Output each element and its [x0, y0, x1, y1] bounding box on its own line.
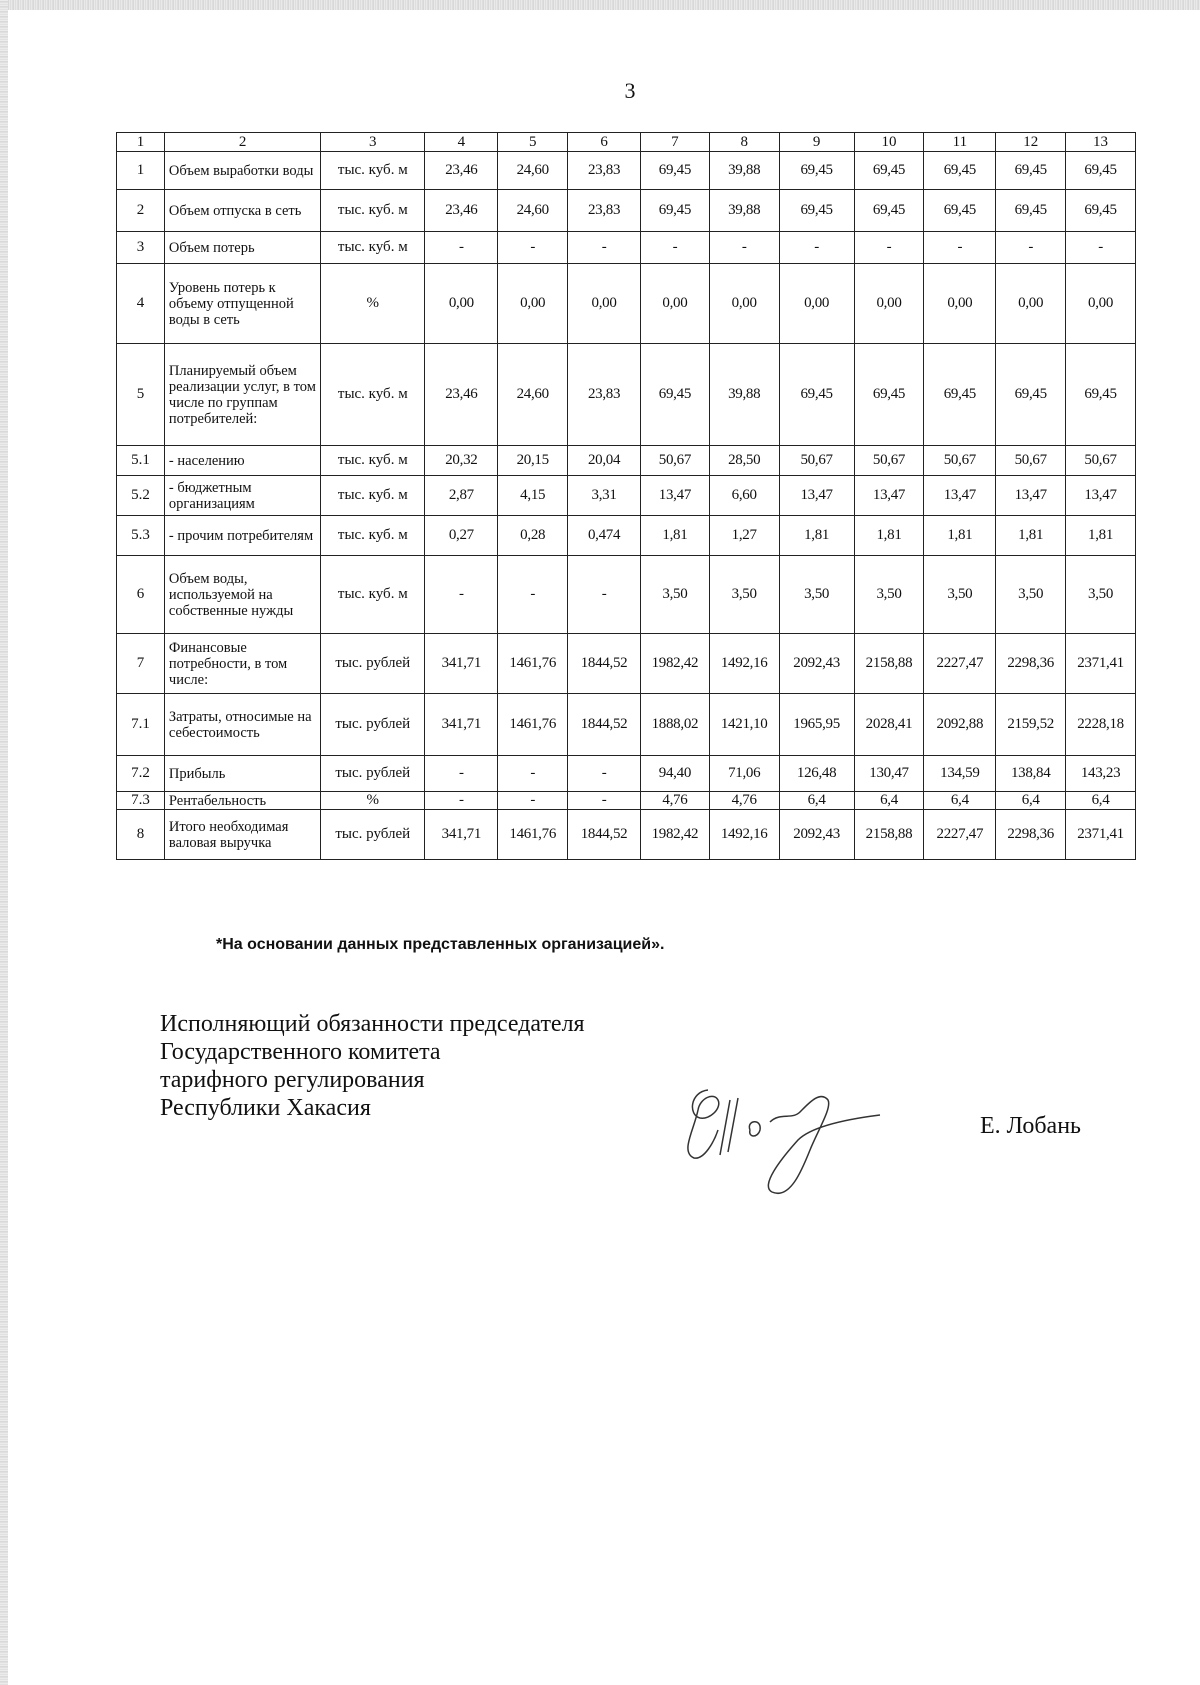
- value-cell: 0,00: [779, 264, 854, 344]
- row-indicator-name: Затраты, относимые на себестоимость: [164, 694, 320, 756]
- value-cell: 50,67: [854, 446, 924, 476]
- value-cell: 6,4: [924, 792, 996, 810]
- value-cell: 13,47: [924, 476, 996, 516]
- signatory-title-line: тарифного регулирования: [160, 1067, 425, 1093]
- row-indicator-name: - бюджетным организациям: [164, 476, 320, 516]
- value-cell: 24,60: [498, 152, 568, 190]
- value-cell: 13,47: [779, 476, 854, 516]
- value-cell: 13,47: [996, 476, 1066, 516]
- value-cell: 1461,76: [498, 810, 568, 860]
- value-cell: -: [425, 232, 498, 264]
- value-cell: 0,00: [498, 264, 568, 344]
- table-row: [117, 446, 1136, 476]
- table-row: [117, 810, 1136, 860]
- row-indicator-name: Объем потерь: [164, 232, 320, 264]
- value-cell: 13,47: [854, 476, 924, 516]
- value-cell: 130,47: [854, 756, 924, 792]
- value-cell: 2227,47: [924, 810, 996, 860]
- row-unit: тыс. куб. м: [321, 232, 425, 264]
- value-cell: 23,83: [568, 190, 641, 232]
- table-row: [117, 344, 1136, 446]
- value-cell: 4,76: [641, 792, 710, 810]
- value-cell: 0,00: [568, 264, 641, 344]
- column-header: 4: [425, 133, 498, 152]
- value-cell: 1,81: [1066, 516, 1136, 556]
- row-number: 5.1: [117, 446, 165, 476]
- signatory-title-line: Республики Хакасия: [160, 1095, 371, 1121]
- value-cell: 2092,43: [779, 634, 854, 694]
- value-cell: 1844,52: [568, 694, 641, 756]
- value-cell: 23,83: [568, 152, 641, 190]
- value-cell: -: [568, 556, 641, 634]
- column-header: 2: [164, 133, 320, 152]
- value-cell: 20,04: [568, 446, 641, 476]
- value-cell: 3,50: [996, 556, 1066, 634]
- value-cell: 1421,10: [709, 694, 779, 756]
- value-cell: 2028,41: [854, 694, 924, 756]
- column-header: 7: [641, 133, 710, 152]
- value-cell: 6,4: [779, 792, 854, 810]
- row-unit: тыс. рублей: [321, 756, 425, 792]
- column-header: 8: [709, 133, 779, 152]
- value-cell: -: [568, 232, 641, 264]
- value-cell: -: [498, 756, 568, 792]
- column-header: 10: [854, 133, 924, 152]
- value-cell: 1492,16: [709, 810, 779, 860]
- table-row: [117, 634, 1136, 694]
- value-cell: 20,32: [425, 446, 498, 476]
- value-cell: 1982,42: [641, 810, 710, 860]
- value-cell: 138,84: [996, 756, 1066, 792]
- row-unit: тыс. рублей: [321, 694, 425, 756]
- value-cell: 13,47: [641, 476, 710, 516]
- value-cell: 69,45: [854, 190, 924, 232]
- value-cell: 1844,52: [568, 634, 641, 694]
- value-cell: 50,67: [641, 446, 710, 476]
- value-cell: 6,4: [996, 792, 1066, 810]
- value-cell: -: [568, 792, 641, 810]
- value-cell: 0,00: [854, 264, 924, 344]
- handwritten-signature: [680, 1060, 920, 1210]
- row-number: 4: [117, 264, 165, 344]
- value-cell: 2298,36: [996, 810, 1066, 860]
- value-cell: 50,67: [924, 446, 996, 476]
- value-cell: 341,71: [425, 694, 498, 756]
- value-cell: 69,45: [641, 190, 710, 232]
- value-cell: 94,40: [641, 756, 710, 792]
- value-cell: -: [854, 232, 924, 264]
- value-cell: -: [425, 792, 498, 810]
- value-cell: 0,00: [996, 264, 1066, 344]
- value-cell: 1844,52: [568, 810, 641, 860]
- value-cell: 28,50: [709, 446, 779, 476]
- row-number: 3: [117, 232, 165, 264]
- row-indicator-name: Объем выработки воды: [164, 152, 320, 190]
- column-header: 11: [924, 133, 996, 152]
- value-cell: 2092,43: [779, 810, 854, 860]
- value-cell: 1461,76: [498, 634, 568, 694]
- value-cell: 1982,42: [641, 634, 710, 694]
- value-cell: 2228,18: [1066, 694, 1136, 756]
- value-cell: 4,15: [498, 476, 568, 516]
- value-cell: 69,45: [924, 344, 996, 446]
- table-row: [117, 152, 1136, 190]
- row-number: 8: [117, 810, 165, 860]
- row-indicator-name: Прибыль: [164, 756, 320, 792]
- row-unit: %: [321, 264, 425, 344]
- tariff-table: [116, 132, 1136, 860]
- value-cell: 69,45: [996, 190, 1066, 232]
- value-cell: 2298,36: [996, 634, 1066, 694]
- value-cell: 0,00: [709, 264, 779, 344]
- value-cell: -: [498, 232, 568, 264]
- value-cell: 3,50: [924, 556, 996, 634]
- value-cell: 50,67: [996, 446, 1066, 476]
- value-cell: 2,87: [425, 476, 498, 516]
- value-cell: -: [568, 756, 641, 792]
- value-cell: 23,46: [425, 190, 498, 232]
- table-row: [117, 476, 1136, 516]
- value-cell: 69,45: [1066, 190, 1136, 232]
- value-cell: -: [709, 232, 779, 264]
- value-cell: -: [425, 556, 498, 634]
- table-row: [117, 516, 1136, 556]
- value-cell: 20,15: [498, 446, 568, 476]
- value-cell: 1,81: [854, 516, 924, 556]
- value-cell: -: [425, 756, 498, 792]
- row-number: 5: [117, 344, 165, 446]
- value-cell: 6,4: [854, 792, 924, 810]
- value-cell: -: [498, 792, 568, 810]
- row-indicator-name: Финансовые потребности, в том числе:: [164, 634, 320, 694]
- row-unit: тыс. куб. м: [321, 152, 425, 190]
- value-cell: -: [641, 232, 710, 264]
- value-cell: -: [924, 232, 996, 264]
- row-unit: тыс. куб. м: [321, 476, 425, 516]
- column-header: 3: [321, 133, 425, 152]
- value-cell: 6,4: [1066, 792, 1136, 810]
- value-cell: 1888,02: [641, 694, 710, 756]
- value-cell: 0,28: [498, 516, 568, 556]
- column-header: 13: [1066, 133, 1136, 152]
- table-row: [117, 694, 1136, 756]
- value-cell: 69,45: [854, 344, 924, 446]
- value-cell: 3,50: [854, 556, 924, 634]
- value-cell: -: [1066, 232, 1136, 264]
- value-cell: 341,71: [425, 634, 498, 694]
- row-indicator-name: Планируемый объем реализации услуг, в том числе по группам потребителей:: [164, 344, 320, 446]
- value-cell: 39,88: [709, 152, 779, 190]
- table-header-row: [117, 133, 1136, 152]
- signatory-title-line: Государственного комитета: [160, 1039, 441, 1065]
- value-cell: 3,50: [709, 556, 779, 634]
- value-cell: 69,45: [1066, 344, 1136, 446]
- row-number: 1: [117, 152, 165, 190]
- value-cell: 1965,95: [779, 694, 854, 756]
- value-cell: 0,00: [1066, 264, 1136, 344]
- row-indicator-name: Объем воды, используемой на собственные нужды: [164, 556, 320, 634]
- value-cell: 69,45: [641, 344, 710, 446]
- value-cell: 69,45: [924, 152, 996, 190]
- row-unit: тыс. рублей: [321, 810, 425, 860]
- column-header: 9: [779, 133, 854, 152]
- value-cell: 24,60: [498, 344, 568, 446]
- row-indicator-name: Объем отпуска в сеть: [164, 190, 320, 232]
- value-cell: 2158,88: [854, 810, 924, 860]
- row-number: 7: [117, 634, 165, 694]
- value-cell: 69,45: [854, 152, 924, 190]
- value-cell: 2158,88: [854, 634, 924, 694]
- value-cell: 341,71: [425, 810, 498, 860]
- value-cell: 2371,41: [1066, 634, 1136, 694]
- row-indicator-name: - населению: [164, 446, 320, 476]
- scan-edge-top: [0, 0, 1200, 10]
- value-cell: 23,46: [425, 152, 498, 190]
- value-cell: -: [498, 556, 568, 634]
- column-header: 12: [996, 133, 1066, 152]
- row-indicator-name: - прочим потребителям: [164, 516, 320, 556]
- value-cell: 1,81: [779, 516, 854, 556]
- value-cell: 6,60: [709, 476, 779, 516]
- value-cell: 69,45: [641, 152, 710, 190]
- value-cell: -: [779, 232, 854, 264]
- value-cell: -: [996, 232, 1066, 264]
- value-cell: 1461,76: [498, 694, 568, 756]
- value-cell: 69,45: [996, 344, 1066, 446]
- value-cell: 1492,16: [709, 634, 779, 694]
- table-row: [117, 556, 1136, 634]
- value-cell: 69,45: [779, 344, 854, 446]
- value-cell: 143,23: [1066, 756, 1136, 792]
- value-cell: 2371,41: [1066, 810, 1136, 860]
- value-cell: 3,31: [568, 476, 641, 516]
- value-cell: 23,46: [425, 344, 498, 446]
- row-number: 6: [117, 556, 165, 634]
- value-cell: 39,88: [709, 344, 779, 446]
- value-cell: 69,45: [924, 190, 996, 232]
- table-row: [117, 264, 1136, 344]
- value-cell: 69,45: [779, 152, 854, 190]
- row-indicator-name: Итого необходимая валовая выручка: [164, 810, 320, 860]
- row-indicator-name: Уровень потерь к объему отпущенной воды в сеть: [164, 264, 320, 344]
- value-cell: 126,48: [779, 756, 854, 792]
- signatory-title-line: Исполняющий обязанности председателя: [160, 1011, 585, 1037]
- row-number: 5.2: [117, 476, 165, 516]
- value-cell: 0,27: [425, 516, 498, 556]
- value-cell: 13,47: [1066, 476, 1136, 516]
- row-unit: тыс. куб. м: [321, 516, 425, 556]
- row-unit: тыс. куб. м: [321, 190, 425, 232]
- value-cell: 69,45: [779, 190, 854, 232]
- scan-edge-left: [0, 0, 8, 1685]
- value-cell: 2227,47: [924, 634, 996, 694]
- value-cell: 1,81: [641, 516, 710, 556]
- value-cell: 3,50: [641, 556, 710, 634]
- row-number: 2: [117, 190, 165, 232]
- value-cell: 69,45: [1066, 152, 1136, 190]
- row-indicator-name: Рентабельность: [164, 792, 320, 810]
- value-cell: 2092,88: [924, 694, 996, 756]
- row-unit: %: [321, 792, 425, 810]
- value-cell: 1,27: [709, 516, 779, 556]
- value-cell: 3,50: [779, 556, 854, 634]
- value-cell: 4,76: [709, 792, 779, 810]
- value-cell: 50,67: [1066, 446, 1136, 476]
- row-unit: тыс. куб. м: [321, 446, 425, 476]
- value-cell: 71,06: [709, 756, 779, 792]
- row-unit: тыс. рублей: [321, 634, 425, 694]
- row-number: 5.3: [117, 516, 165, 556]
- value-cell: 134,59: [924, 756, 996, 792]
- row-unit: тыс. куб. м: [321, 556, 425, 634]
- signatory-title-block: [160, 1010, 585, 1122]
- value-cell: 39,88: [709, 190, 779, 232]
- column-header: 1: [117, 133, 165, 152]
- value-cell: 2159,52: [996, 694, 1066, 756]
- value-cell: 24,60: [498, 190, 568, 232]
- value-cell: 0,474: [568, 516, 641, 556]
- column-header: 5: [498, 133, 568, 152]
- value-cell: 0,00: [924, 264, 996, 344]
- value-cell: 3,50: [1066, 556, 1136, 634]
- value-cell: 1,81: [996, 516, 1066, 556]
- value-cell: 50,67: [779, 446, 854, 476]
- row-unit: тыс. куб. м: [321, 344, 425, 446]
- table-row: [117, 756, 1136, 792]
- column-header: 6: [568, 133, 641, 152]
- row-number: 7.2: [117, 756, 165, 792]
- row-number: 7.1: [117, 694, 165, 756]
- row-number: 7.3: [117, 792, 165, 810]
- value-cell: 1,81: [924, 516, 996, 556]
- signer-name: Е. Лобань: [980, 1113, 1081, 1139]
- table-row: [117, 792, 1136, 810]
- value-cell: 0,00: [425, 264, 498, 344]
- value-cell: 69,45: [996, 152, 1066, 190]
- value-cell: 23,83: [568, 344, 641, 446]
- page-number: 3: [624, 78, 636, 103]
- table-row: [117, 232, 1136, 264]
- footnote: *На основании данных представленных организацией».: [216, 936, 665, 953]
- table-row: [117, 190, 1136, 232]
- value-cell: 0,00: [641, 264, 710, 344]
